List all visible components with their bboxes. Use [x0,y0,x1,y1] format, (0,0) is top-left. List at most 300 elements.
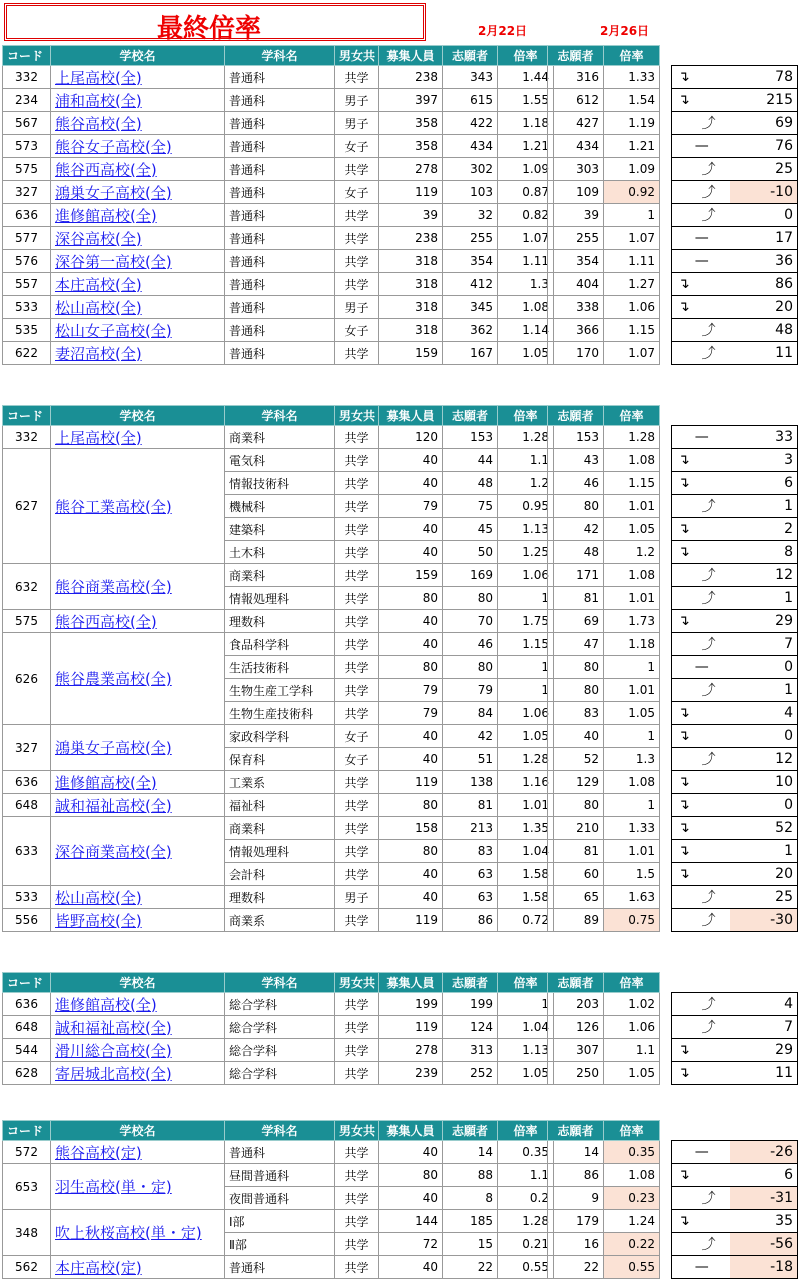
applicants-feb22: 45 [443,518,498,541]
school-link[interactable]: 松山女子高校(全) [55,321,172,340]
capacity-difference: 0 [730,794,798,817]
school-name-cell [51,181,225,204]
ratio-feb22: 0.35 [498,1141,554,1164]
applicants-feb22: 252 [443,1062,498,1085]
gender-type: 共学 [335,273,379,296]
table-row [672,909,798,932]
table-row [548,702,660,725]
department: 普通科 [225,319,335,342]
applicants-feb22: 63 [443,863,498,886]
capacity: 358 [379,135,443,158]
applicants-feb22: 46 [443,633,498,656]
department: 家政科学科 [225,725,335,748]
up-arrow-icon: ⤴ [672,993,730,1016]
school-name-cell [51,273,225,296]
school-link[interactable]: 妻沼高校(全) [55,344,142,363]
school-code: 562 [3,1256,51,1279]
school-name-cell [51,1062,225,1085]
capacity-difference: 12 [730,564,798,587]
ratio-feb26: 1.02 [604,993,660,1016]
applicants-feb22: 8 [443,1187,498,1210]
capacity: 239 [379,1062,443,1085]
applicants-feb26: 65 [548,886,604,909]
ratio-feb26: 1.73 [604,610,660,633]
table-row [672,135,798,158]
gender-type: 共学 [335,1187,379,1210]
gender-type: 共学 [335,449,379,472]
school-code: 575 [3,158,51,181]
difference-table [671,425,798,932]
applicants-feb26: 80 [548,495,604,518]
gender-type: 共学 [335,541,379,564]
school-link[interactable]: 熊谷工業高校(全) [55,497,172,516]
gender-type: 男子 [335,112,379,135]
school-link[interactable]: 熊谷西高校(全) [55,612,157,631]
school-code: 628 [3,1062,51,1085]
applicants-feb26: 60 [548,863,604,886]
applicants-feb22: 354 [443,250,498,273]
update-table [547,972,660,1085]
department: 情報処理科 [225,840,335,863]
school-link[interactable]: 皆野高校(全) [55,911,142,930]
school-link[interactable]: 滑川総合高校(全) [55,1041,172,1060]
school-name-cell [51,633,225,725]
table-row [548,748,660,771]
table-row [3,610,554,633]
applicants-feb26: 81 [548,587,604,610]
up-arrow-icon: ⤴ [672,342,730,365]
capacity-difference: 20 [730,863,798,886]
department: 生物生産技術科 [225,702,335,725]
table-row [3,135,554,158]
ratio-feb26: 1.15 [604,319,660,342]
applicants-feb22: 422 [443,112,498,135]
applicants-feb22: 199 [443,993,498,1016]
gender-type: 共学 [335,771,379,794]
table-row [3,426,554,449]
school-code: 622 [3,342,51,365]
ratio-feb26: 1.06 [604,296,660,319]
up-arrow-icon: ⤴ [672,112,730,135]
up-arrow-icon: ⤴ [672,633,730,656]
capacity-difference: 36 [730,250,798,273]
gender-type: 共学 [335,840,379,863]
column-header: 学校名 [51,1121,225,1141]
school-link[interactable]: 熊谷商業高校(全) [55,578,172,596]
table-row [672,794,798,817]
capacity: 40 [379,863,443,886]
difference-table [671,1140,798,1279]
capacity: 72 [379,1233,443,1256]
capacity-difference: 10 [730,771,798,794]
gender-type: 共学 [335,1210,379,1233]
applicants-feb26: 303 [548,158,604,181]
school-link[interactable]: 鴻巣女子高校(全) [55,739,172,757]
table-row [548,227,660,250]
table-row [548,564,660,587]
applicants-feb26: 14 [548,1141,604,1164]
ratio-feb22: 1.06 [498,564,554,587]
school-link[interactable]: 熊谷高校(全) [55,114,142,133]
capacity: 40 [379,1141,443,1164]
down-arrow-icon: ↴ [672,541,730,564]
down-arrow-icon: ↴ [672,794,730,817]
capacity-difference: 78 [730,66,798,89]
table-row [672,863,798,886]
ratio-feb26: 1.05 [604,1062,660,1085]
gender-type: 共学 [335,66,379,89]
table-row [548,771,660,794]
department: 会計科 [225,863,335,886]
gender-type: 共学 [335,702,379,725]
table-row [3,794,554,817]
capacity-difference: -31 [730,1187,798,1210]
gender-type: 共学 [335,587,379,610]
ratio-feb22: 1.58 [498,886,554,909]
capacity: 40 [379,886,443,909]
applicants-feb22: 343 [443,66,498,89]
school-name-cell [51,909,225,932]
school-link[interactable]: 羽生高校(単・定) [55,1178,172,1196]
ratio-feb26: 1.27 [604,273,660,296]
ratio-feb22: 1.2 [498,472,554,495]
gender-type: 共学 [335,204,379,227]
school-link[interactable]: 進修館高校(全) [55,206,157,225]
school-code: 557 [3,273,51,296]
ratio-feb22: 1.1 [498,1164,554,1187]
capacity-difference: -56 [730,1233,798,1256]
applicants-feb26: 129 [548,771,604,794]
applicants-feb26: 366 [548,319,604,342]
capacity: 40 [379,725,443,748]
flat-arrow-icon: — [672,1256,730,1279]
table-row [672,1256,798,1279]
table-row [3,449,554,472]
flat-arrow-icon: — [672,426,730,449]
capacity: 199 [379,993,443,1016]
school-code: 636 [3,993,51,1016]
ratio-feb26: 0.22 [604,1233,660,1256]
school-link[interactable]: 誠和福祉高校(全) [55,1018,172,1037]
applicants-feb26: 250 [548,1062,604,1085]
applicants-feb26: 307 [548,1039,604,1062]
ratio-feb26: 1.11 [604,250,660,273]
flat-arrow-icon: — [672,1141,730,1164]
school-name-cell [51,1141,225,1164]
column-header: 募集人員 [379,1121,443,1141]
capacity-difference: 69 [730,112,798,135]
school-link[interactable]: 深谷第一高校(全) [55,252,172,271]
capacity-difference: 12 [730,748,798,771]
ratio-feb22: 1.28 [498,426,554,449]
school-link[interactable]: 吹上秋桜高校(単・定) [55,1224,202,1242]
capacity: 119 [379,1016,443,1039]
gender-type: 共学 [335,610,379,633]
applicants-feb26: 83 [548,702,604,725]
table-row [548,1210,660,1233]
capacity: 80 [379,1164,443,1187]
column-header: 学校名 [51,973,225,993]
school-name-cell [51,204,225,227]
table-row [548,112,660,135]
department: 普通科 [225,112,335,135]
capacity-difference: 4 [730,702,798,725]
school-code: 648 [3,1016,51,1039]
school-name-cell [51,158,225,181]
capacity-difference: 1 [730,679,798,702]
ratio-feb22: 1.1 [498,449,554,472]
school-name-cell [51,564,225,610]
applicants-feb22: 83 [443,840,498,863]
school-link[interactable]: 松山高校(全) [55,298,142,317]
table-row [548,1062,660,1085]
up-arrow-icon: ⤴ [672,886,730,909]
school-link[interactable]: 進修館高校(全) [55,773,157,792]
school-link[interactable]: 松山高校(全) [55,888,142,907]
school-code: 234 [3,89,51,112]
table-row [3,342,554,365]
department: 総合学科 [225,1062,335,1085]
gender-type: 女子 [335,319,379,342]
flat-arrow-icon: — [672,250,730,273]
applicants-feb22: 79 [443,679,498,702]
applicants-feb22: 615 [443,89,498,112]
table-row [548,250,660,273]
table-row [672,518,798,541]
gender-type: 共学 [335,426,379,449]
capacity: 40 [379,449,443,472]
up-arrow-icon: ⤴ [672,748,730,771]
table-row [548,840,660,863]
ratio-feb22: 1.15 [498,633,554,656]
ratio-feb26: 1.05 [604,518,660,541]
applicants-feb26: 434 [548,135,604,158]
table-row [672,1039,798,1062]
table-row [3,1039,554,1062]
table-row [672,1062,798,1085]
school-name-cell [51,794,225,817]
ratio-feb26: 1.2 [604,541,660,564]
table-row [672,1233,798,1256]
table-row [3,181,554,204]
capacity: 80 [379,840,443,863]
column-header: 男女共 [335,406,379,426]
school-link[interactable]: 上尾高校(全) [55,68,142,87]
column-header: 倍率 [604,973,660,993]
applicants-feb22: 434 [443,135,498,158]
school-code: 633 [3,817,51,886]
ratio-feb22: 0.95 [498,495,554,518]
school-link[interactable]: 進修館高校(全) [55,995,157,1014]
update-table [547,1120,660,1279]
applicants-feb26: 86 [548,1164,604,1187]
table-row [672,1187,798,1210]
down-arrow-icon: ↴ [672,863,730,886]
applicants-feb26: 354 [548,250,604,273]
applicants-feb22: 22 [443,1256,498,1279]
table-row [672,633,798,656]
table-row [548,1141,660,1164]
department: 普通科 [225,342,335,365]
capacity-difference: 29 [730,610,798,633]
school-link[interactable]: 本庄高校(定) [55,1258,142,1277]
department: 普通科 [225,66,335,89]
department: 総合学科 [225,993,335,1016]
ratio-feb26: 1.01 [604,840,660,863]
ratio-feb22: 1.55 [498,89,554,112]
applicants-feb26: 316 [548,66,604,89]
ratio-feb26: 1.08 [604,771,660,794]
table-row [548,679,660,702]
department: 生物生産工学科 [225,679,335,702]
school-code: 573 [3,135,51,158]
table-row [672,342,798,365]
table-row [672,610,798,633]
capacity-difference: 1 [730,495,798,518]
department: 商業系 [225,909,335,932]
main-table [2,405,554,932]
table-row [548,1187,660,1210]
up-arrow-icon: ⤴ [672,564,730,587]
gender-type: 共学 [335,1039,379,1062]
table-row [672,679,798,702]
capacity: 358 [379,112,443,135]
school-code: 544 [3,1039,51,1062]
school-link[interactable]: 誠和福祉高校(全) [55,796,172,815]
column-header: 志願者 [443,973,498,993]
down-arrow-icon: ↴ [672,771,730,794]
school-link[interactable]: 鴻巣女子高校(全) [55,183,172,202]
table-row [548,273,660,296]
ratio-feb26: 1.33 [604,817,660,840]
capacity: 80 [379,656,443,679]
ratio-feb22: 1.18 [498,112,554,135]
school-code: 577 [3,227,51,250]
applicants-feb22: 362 [443,319,498,342]
ratio-feb26: 1.08 [604,449,660,472]
table-row [548,656,660,679]
applicants-feb26: 69 [548,610,604,633]
school-code: 327 [3,181,51,204]
department: 福祉科 [225,794,335,817]
capacity: 318 [379,319,443,342]
gender-type: 女子 [335,135,379,158]
gender-type: 共学 [335,250,379,273]
applicants-feb22: 63 [443,886,498,909]
table-row [672,426,798,449]
department: 普通科 [225,227,335,250]
gender-type: 共学 [335,227,379,250]
school-name-cell [51,1256,225,1279]
down-arrow-icon: ↴ [672,610,730,633]
capacity-difference: 20 [730,296,798,319]
school-link[interactable]: 熊谷農業高校(全) [55,670,172,688]
table-row [672,587,798,610]
gender-type: 共学 [335,1256,379,1279]
capacity: 318 [379,296,443,319]
table-row [3,158,554,181]
table-row [672,204,798,227]
department: 夜間普通科 [225,1187,335,1210]
capacity-difference: 29 [730,1039,798,1062]
capacity: 39 [379,204,443,227]
ratio-feb26: 1.19 [604,112,660,135]
table-row [672,564,798,587]
department: 普通科 [225,204,335,227]
column-header: 倍率 [604,1121,660,1141]
down-arrow-icon: ↴ [672,472,730,495]
capacity-difference: 0 [730,725,798,748]
table-row [672,495,798,518]
school-link[interactable]: 寄居城北高校(全) [55,1064,172,1083]
capacity: 238 [379,227,443,250]
school-code: 556 [3,909,51,932]
school-link[interactable]: 上尾高校(全) [55,428,142,447]
gender-type: 女子 [335,748,379,771]
gender-type: 女子 [335,181,379,204]
capacity: 80 [379,587,443,610]
ratio-feb26: 1.05 [604,702,660,725]
school-code: 627 [3,449,51,564]
column-header: 志願者 [443,1121,498,1141]
school-link[interactable]: 熊谷高校(定) [55,1143,142,1162]
capacity: 79 [379,495,443,518]
applicants-feb26: 80 [548,794,604,817]
department: 機械科 [225,495,335,518]
ratio-feb22: 1.3 [498,273,554,296]
school-link[interactable]: 深谷商業高校(全) [55,842,172,861]
school-link[interactable]: 深谷高校(全) [55,229,142,248]
table-row [3,296,554,319]
applicants-feb26: 42 [548,518,604,541]
school-link[interactable]: 熊谷西高校(全) [55,160,157,179]
table-row [672,227,798,250]
column-header: 志願者 [548,406,604,426]
school-link[interactable]: 熊谷女子高校(全) [55,137,172,156]
department: 総合学科 [225,1039,335,1062]
ratio-feb22: 1.09 [498,158,554,181]
down-arrow-icon: ↴ [672,1164,730,1187]
ratio-feb22: 1.05 [498,342,554,365]
ratio-feb22: 1.06 [498,702,554,725]
ratio-feb22: 1 [498,993,554,1016]
capacity-difference: 7 [730,633,798,656]
table-row [672,319,798,342]
department: 普通科 [225,158,335,181]
table-row [548,1256,660,1279]
column-header: 募集人員 [379,406,443,426]
department: 土木科 [225,541,335,564]
school-code: 575 [3,610,51,633]
main-table [2,1120,554,1279]
table-row [672,1164,798,1187]
table-row [3,273,554,296]
applicants-feb26: 404 [548,273,604,296]
ratio-feb22: 1.28 [498,748,554,771]
table-row [548,342,660,365]
capacity-difference: 7 [730,1016,798,1039]
school-link[interactable]: 本庄高校(全) [55,275,142,294]
table-row [548,541,660,564]
school-name-cell [51,725,225,771]
capacity-difference: 86 [730,273,798,296]
column-header: 学科名 [225,406,335,426]
down-arrow-icon: ↴ [672,518,730,541]
table-row [672,1210,798,1233]
school-link[interactable]: 浦和高校(全) [55,91,142,110]
capacity-difference: 33 [730,426,798,449]
down-arrow-icon: ↴ [672,817,730,840]
